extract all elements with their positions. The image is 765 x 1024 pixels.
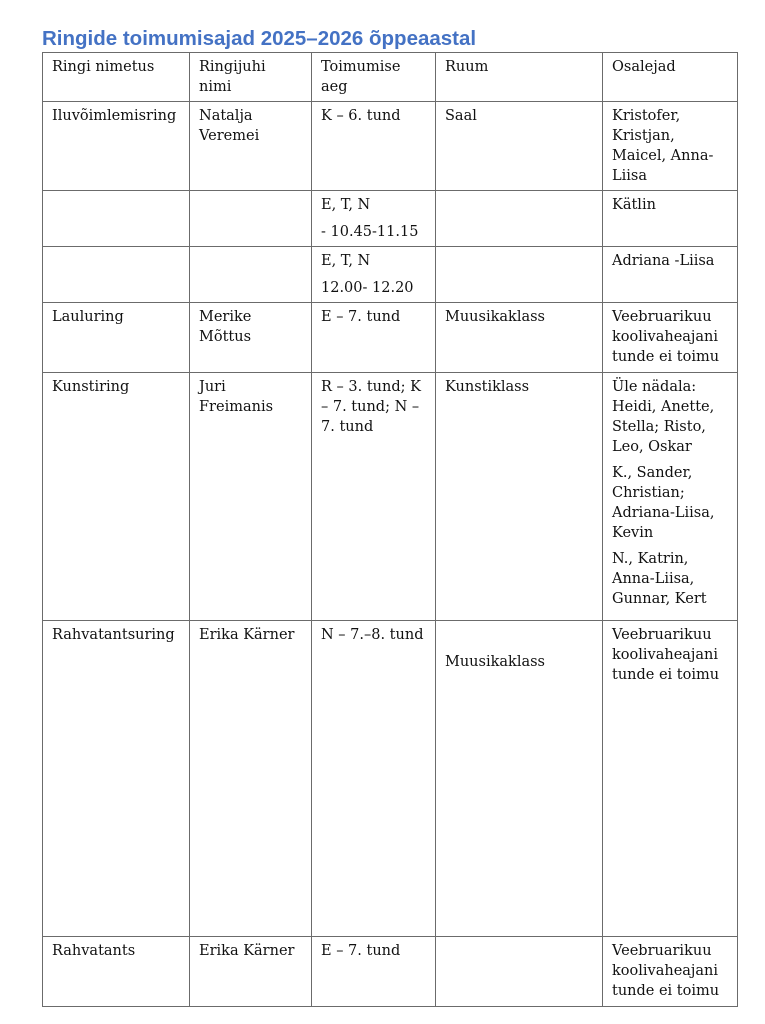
cell-time: R – 3. tund; K – 7. tund; N – 7. tund: [312, 373, 436, 621]
header-time: Toimumise aeg: [312, 53, 436, 102]
cell-room: [436, 621, 603, 937]
cell-participants: [603, 373, 738, 621]
cell-name: Rahvatantsuring: [43, 621, 190, 937]
cell-participants: Veebruarikuu koolivaheajani tunde ei toimu: [603, 937, 738, 1007]
cell-room: Saal: [436, 102, 603, 191]
cell-room: [436, 937, 603, 1007]
table-row: [43, 247, 738, 303]
participants-group-1: Üle nädala: Heidi, Anette, Stella; Risto, Leo, Oskar: [612, 379, 715, 455]
cell-participants: Veebruarikuu koolivaheajani tunde ei toimu: [603, 303, 738, 373]
header-name: Ringi nimetus: [43, 53, 190, 102]
cell-leader: [190, 247, 312, 303]
cell-time: [312, 191, 436, 247]
cell-leader: [190, 191, 312, 247]
table-row: [43, 303, 738, 373]
header-room: Ruum: [436, 53, 603, 102]
cell-room: [436, 247, 603, 303]
cell-name: Kunstiring: [43, 373, 190, 621]
cell-time: [312, 247, 436, 303]
cell-name: [43, 191, 190, 247]
table-header-row: [43, 53, 738, 102]
cell-leader: Juri Freimanis: [190, 373, 312, 621]
header-leader: Ringijuhi nimi: [190, 53, 312, 102]
table-row: [43, 621, 738, 937]
participants-group-3: N., Katrin, Anna-Liisa, Gunnar, Kert: [612, 551, 707, 607]
header-participants: Osalejad: [603, 53, 738, 102]
cell-time: E – 7. tund: [312, 303, 436, 373]
time-days: E, T, N: [321, 197, 371, 213]
cell-leader: Erika Kärner: [190, 621, 312, 937]
table-row: [43, 937, 738, 1007]
time-range: - 10.45-11.15: [321, 224, 419, 240]
cell-leader: Erika Kärner: [190, 937, 312, 1007]
table-row: [43, 191, 738, 247]
cell-participants: Kätlin: [603, 191, 738, 247]
cell-name: Iluvõimlemisring: [43, 102, 190, 191]
cell-time: K – 6. tund: [312, 102, 436, 191]
time-days: E, T, N: [321, 253, 371, 269]
cell-leader: Merike Mõttus: [190, 303, 312, 373]
cell-participants: Adriana -Liisa: [603, 247, 738, 303]
participants-group-2: K., Sander, Christian; Adriana-Liisa, Kevin: [612, 465, 715, 541]
cell-time: N – 7.–8. tund: [312, 621, 436, 937]
schedule-table: [42, 52, 738, 1007]
cell-room: Muusikaklass: [436, 303, 603, 373]
cell-name: Rahvatants: [43, 937, 190, 1007]
time-range: 12.00- 12.20: [321, 280, 414, 296]
room-text: Muusikaklass: [445, 654, 545, 670]
cell-time: E – 7. tund: [312, 937, 436, 1007]
table-row: [43, 102, 738, 191]
cell-participants: Veebruarikuu koolivaheajani tunde ei toimu: [603, 621, 738, 937]
page-title: Ringide toimumisajad 2025–2026 õppeaastal: [42, 27, 477, 50]
cell-room: [436, 191, 603, 247]
cell-room: Kunstiklass: [436, 373, 603, 621]
cell-name: Lauluring: [43, 303, 190, 373]
table-row: [43, 373, 738, 621]
cell-name: [43, 247, 190, 303]
cell-participants: Kristofer, Kristjan, Maicel, Anna-Liisa: [603, 102, 738, 191]
cell-leader: Natalja Veremei: [190, 102, 312, 191]
